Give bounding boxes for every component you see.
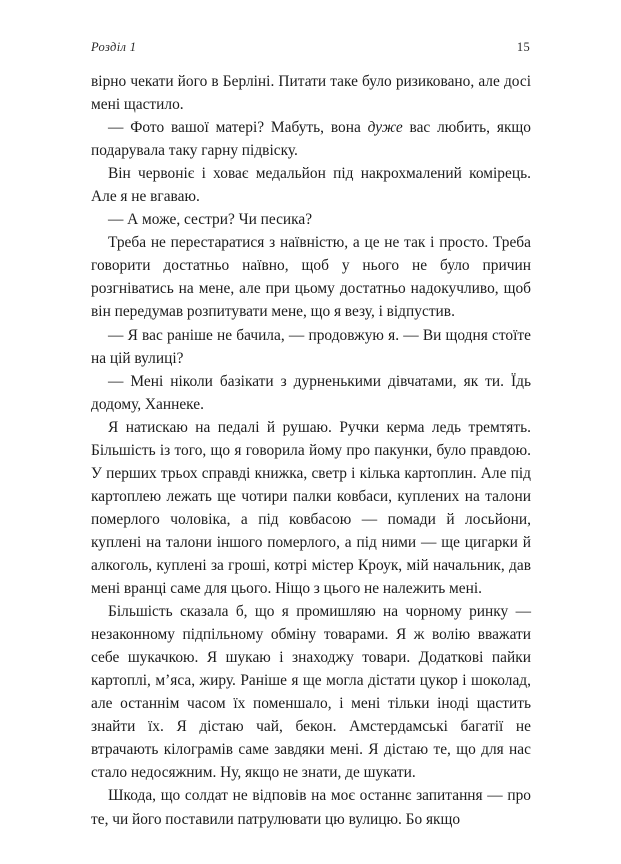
paragraph: вірно чекати його в Берліні. Питати таке було ризиковано, але досі мені щастило. (91, 73, 531, 114)
emphasised-word: дуже (367, 119, 403, 137)
paragraph: — Мені ніколи базікати з дурненькими дівчатами, як ти. Їдь додому, Ханнеке. (91, 372, 531, 413)
page-number: 15 (516, 40, 530, 54)
paragraph: — Я вас раніше не бачила, — продовжую я. — Ви щодня стоїте на цій вулиці? (91, 326, 531, 367)
paragraph: Шкода, що солдат не відповів на моє останнє запитання — про те, чи його поставили патрулювати цю вулицю. Бо якщо (91, 787, 531, 828)
paragraph: — Фото вашої матері? Мабуть, вона дуже вас любить, якщо подарувала таку гарну підвіску. (91, 119, 531, 160)
paragraph: Більшість сказала б, що я промишляю на чорному ринку — незаконному підпільному обміну товарами. Я ж волію вважати себе шукачкою. Я шукаю і знаходжу товари. Додаткові пайки картоплі, м’яса, жиру. Раніше я ще могла дістати цукор і шоколад, але останнім часом їх поменшало, і мені тільки іноді щастить знайти їх. Я дістаю чай, бекон. Амстердамські багатії не втрачають кілограмів саме завдяки мені. Я дістаю те, що для нас стало недосяжним. Ну, якщо не знати, де шукати. (91, 603, 531, 782)
paragraph: Треба не перестаратися з наївністю, а це не так і просто. Треба говорити достатньо наївно, щоб у нього не було причин розгніватись на мене, але при цьому достатньо надокучливо, щоб він передумав розпитувати мене, що я везу, і відпустив. (91, 234, 531, 321)
running-head (91, 40, 530, 60)
running-head-chapter-label: Розділ 1 (91, 40, 137, 54)
paragraph: Він червоніє і ховає медальйон під накрохмалений комірець. Але я не вгаваю. (91, 165, 531, 206)
paragraph: Я натискаю на педалі й рушаю. Ручки керма ледь тремтять. Більшість із того, що я говорила йому про пакунки, було правдою. У перших трьох справді книжка, светр і кілька картоплин. Але під картоплею лежать ще чотири палки ковбаси, куплених на талони померлого чоловіка, а під ковбасою — помади й лосьйони, куплені на талони іншого померлого, а під ними — ще цигарки й алкоголь, куплені за гроші, котрі містер Кроук, мій начальник, дав мені вранці саме для цього. Ніщо з цього не належить мені. (91, 418, 531, 598)
paragraph: — А може, сестри? Чи песика? (108, 211, 313, 229)
body-text-block (91, 70, 531, 831)
